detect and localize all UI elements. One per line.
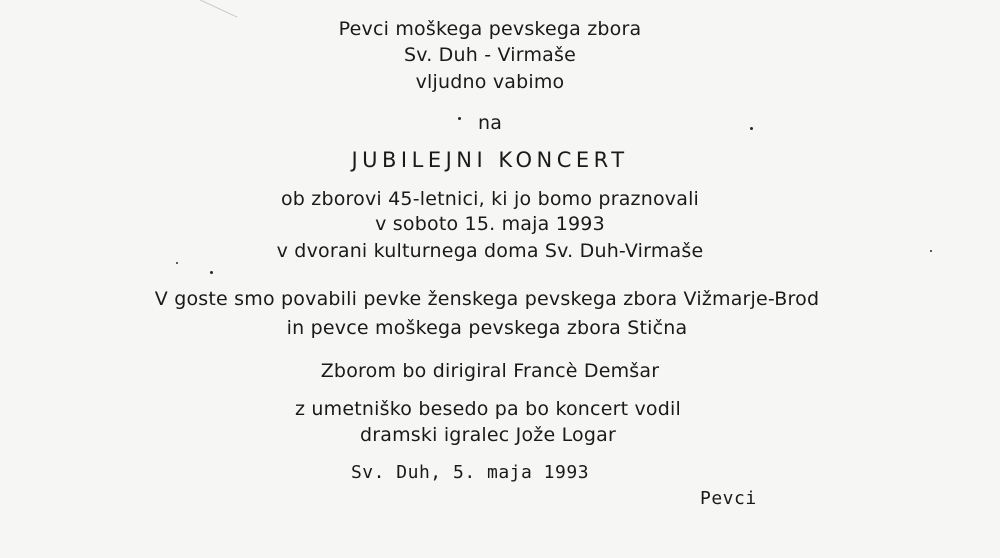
na-line: na [477,112,503,134]
place-date-line: Sv. Duh, 5. maja 1993 [350,462,590,483]
paper-speck [176,262,178,264]
date-line: v soboto 15. maja 1993 [375,213,605,235]
host-line: Pevci moškega pevskega zbora [338,18,642,40]
signature: Pevci [700,488,757,509]
guests-line-2: in pevce moškega pevskega zbora Stična [286,317,688,339]
paper-speck [210,271,213,274]
choir-name-line: Sv. Duh - Virmaše [403,44,577,66]
guests-line-1: V goste smo povabili pevke ženskega pevskega zbora Vižmarje-Brod [154,288,820,310]
host-speaker-line-2: dramski igralec Jože Logar [359,424,616,446]
paper-speck [930,250,932,252]
paper-speck [458,117,461,120]
host-speaker-line-1: z umetniško besedo pa bo koncert vodil [295,398,681,420]
anniversary-line: ob zborovi 45-letnici, ki jo bomo praznovali [280,188,700,210]
paper-edge-mark [183,0,238,18]
paper-speck [750,127,753,130]
venue-line: v dvorani kulturnega doma Sv. Duh-Virmaše [276,240,704,262]
conductor-line: Zborom bo dirigiral Francè Demšar [320,360,660,382]
invite-line: vljudno vabimo [415,71,565,93]
concert-title: JUBILEJNI KONCERT [351,148,629,172]
